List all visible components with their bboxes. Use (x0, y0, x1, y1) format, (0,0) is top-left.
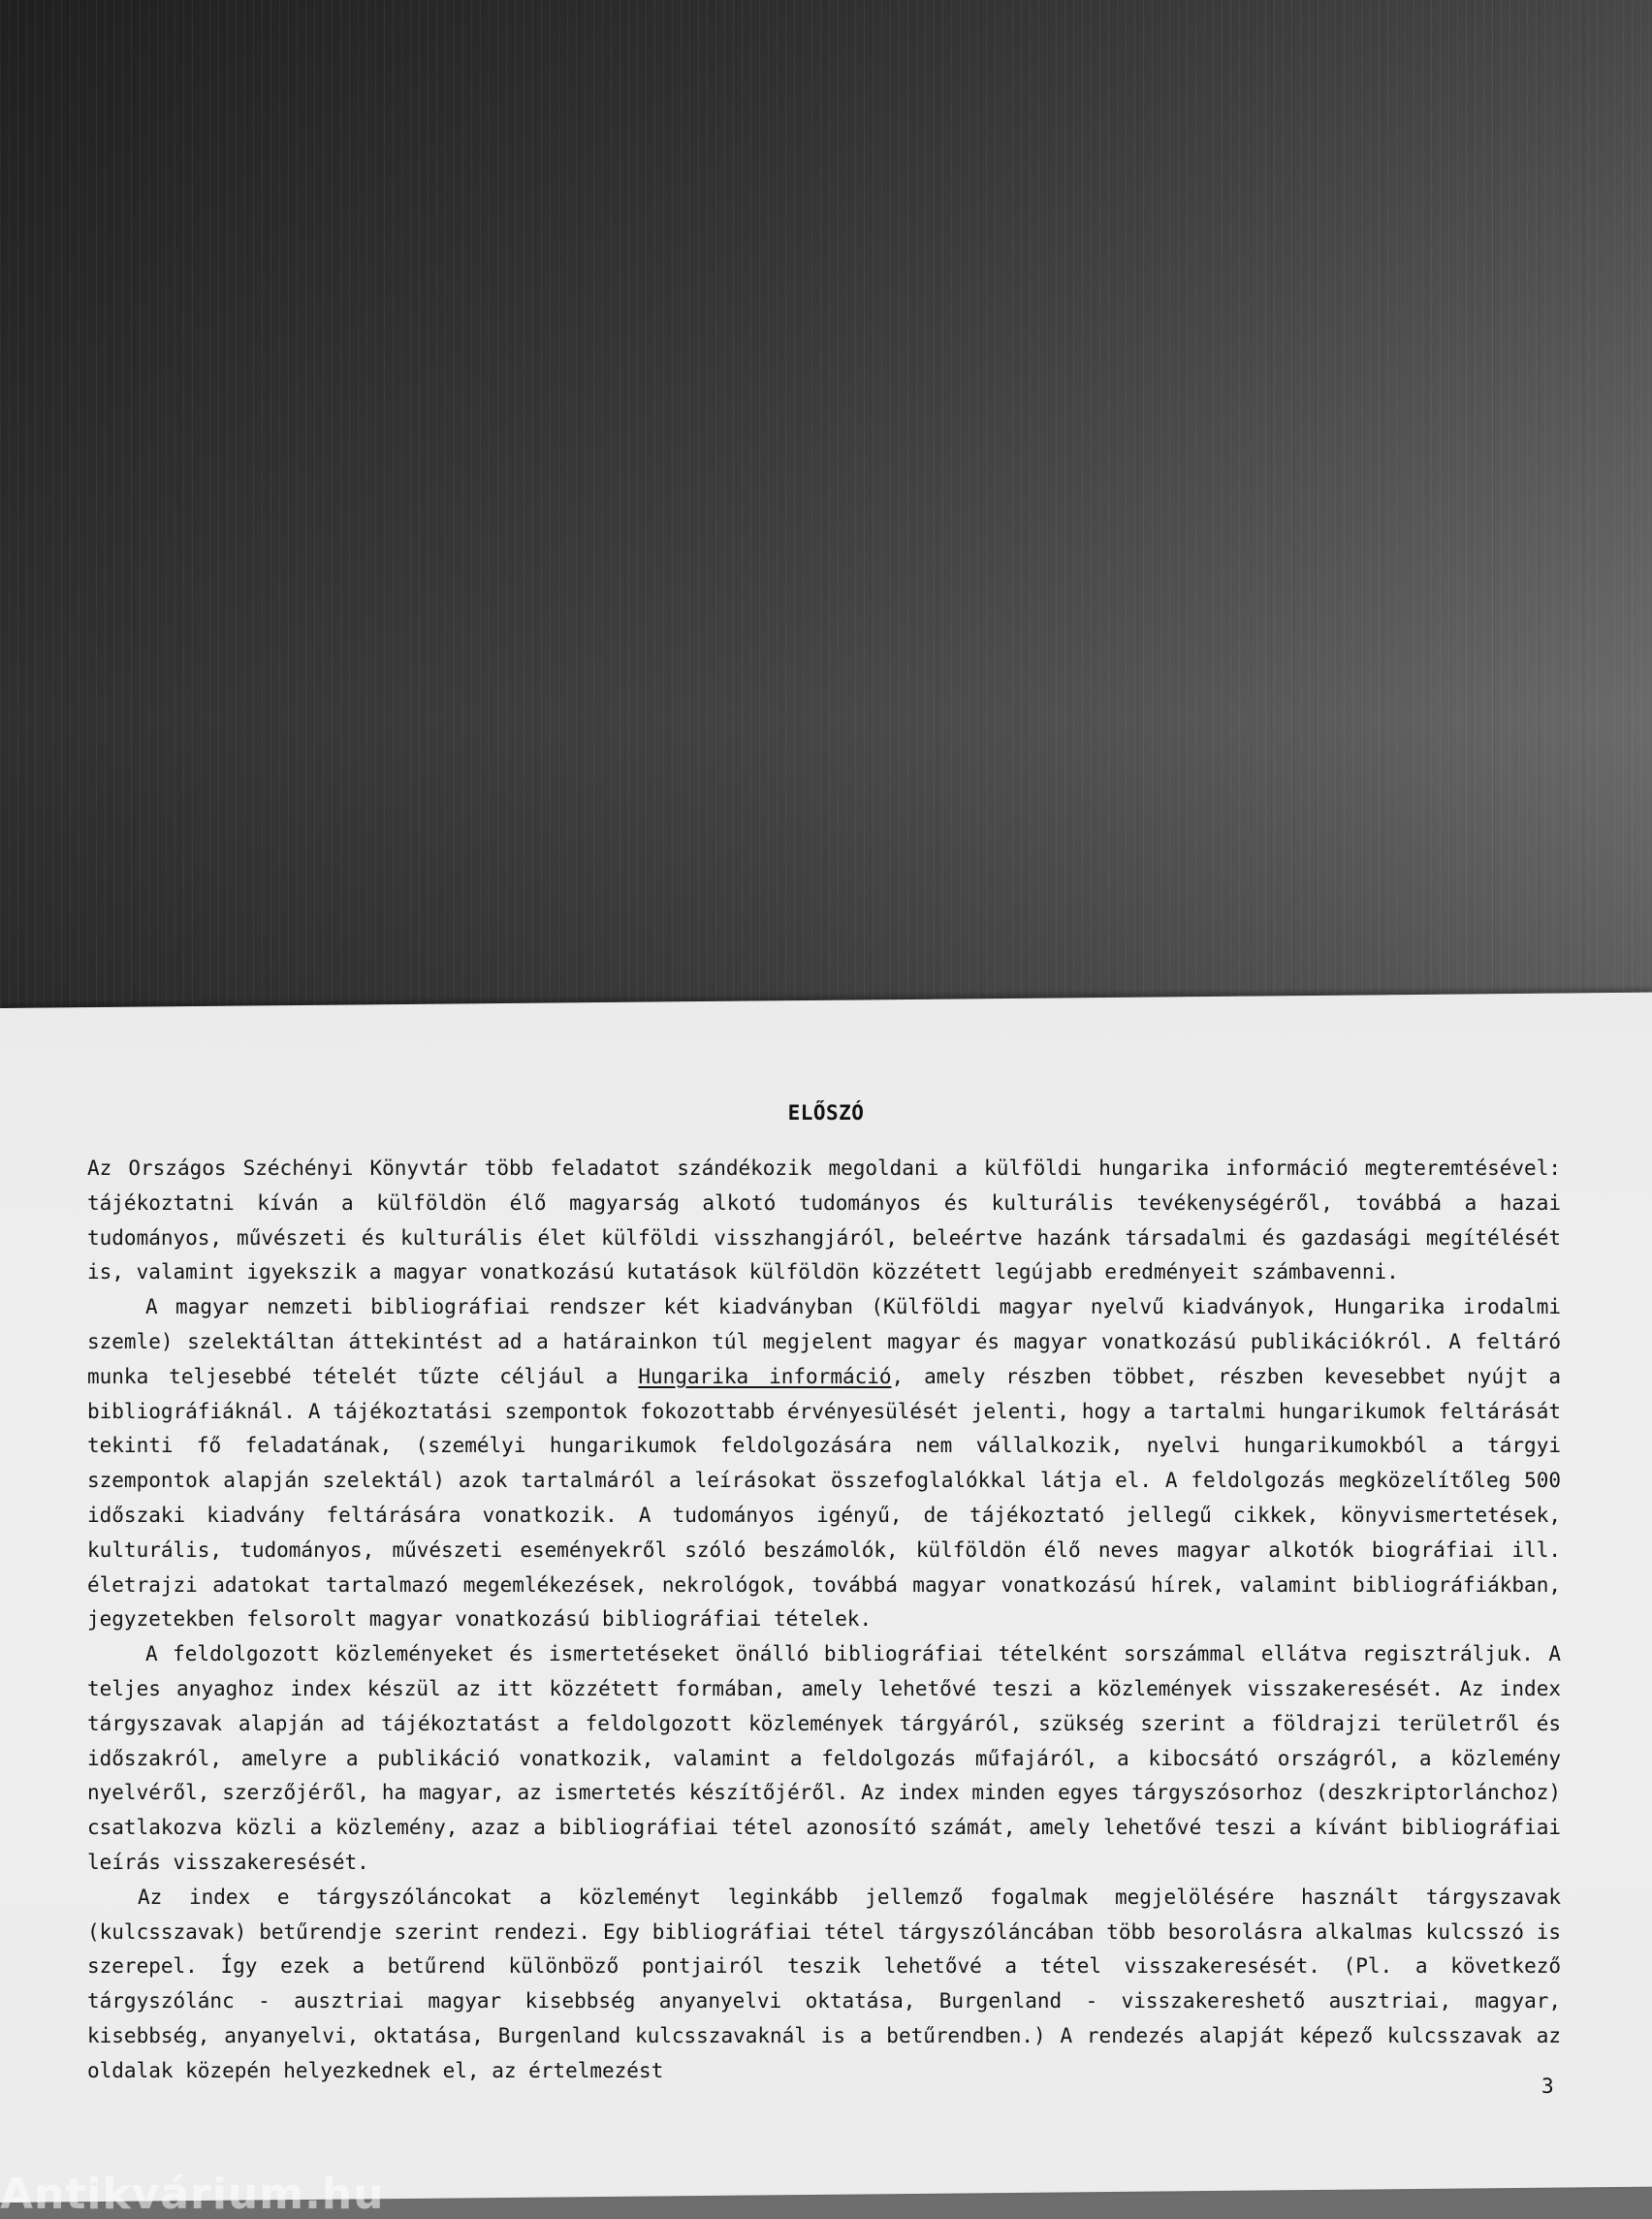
paragraph-1: Az Országos Széchényi Könyvtár több feladatot szándékozik megoldani a külföldi hungarika információ megteremtésével: tájékoztatni kíván a külföldön élő magyarság alkotó tudományos és kulturális tevékenységéről, továbbá a hazai tudományos, művészeti és kulturális élet külföldi visszhangjáról, beleértve hazánk társadalmi és gazdasági megítélését is, valamint igyekszik a magyar vonatkozású kutatások külföldön közzétett legújabb eredményeit számbavenni. (87, 1157, 1561, 1284)
page-number: 3 (1541, 2075, 1554, 2098)
body-text (87, 1152, 1561, 2089)
keyword-list: ausztriai, magyar, kisebbség, anyanyelvi, oktatása, Burgenland (87, 1989, 1561, 2047)
paragraph-4 (87, 1881, 1561, 2089)
paragraph-4-part-1: Az index e tárgyszóláncokat a közleményt leginkább jellemző fogalmak megjelölésére használt tárgyszavak (kulcsszavak) betűrendje szerint rendezi. Egy bibliográfiai tétel tárgyszóláncában több besorolásra alkalmas kulcsszó is szerepel. Így ezek a betűrend különböző pontjairól teszik lehetővé a tétel visszakeresését. (Pl. a következő tárgyszólánc - ausztriai magyar kisebbség anyanyelvi oktatása, Burgenland - visszakereshető (87, 1885, 1561, 2013)
watermark: Antikvárium.hu (0, 2170, 385, 2219)
page-title: ELŐSZÓ (787, 1101, 865, 1125)
paragraph-3: A feldolgozott közleményeket és ismertetéseket önálló bibliográfiai tételként sorszámmal ellátva regisztráljuk. A teljes anyaghoz index készül az itt közzétett formában, amely lehetővé teszi a közlemények visszakeresését. Az index tárgyszavak alapján ad tájékoztatást a feldolgozott közlemények tárgyáról, szükség szerint a földrajzi területről és időszakról, amelyre a publikáció vonatkozik, valamint a feldolgozás műfajáról, a kibocsátó országról, a közlemény nyelvéről, szerzőjéről, ha magyar, az ismertetés készítőjéről. Az index minden egyes tárgyszósorhoz (deszkriptorlánchoz) csatlakozva közli a közlemény, azaz a bibliográfiai tétel azonosító számát, amely lehetővé teszi a kívánt bibliográfiai leírás visszakeresését. (87, 1642, 1561, 1874)
paragraph-4-part-2: kulcsszavaknál is a betűrendben.) A rendezés alapját képező kulcsszavak az oldalak közepén helyezkednek el, az értelmezést (87, 2023, 1561, 2082)
document-page (0, 993, 1652, 2203)
paragraph-2 (87, 1290, 1561, 1637)
background-surface (0, 0, 1652, 1028)
underlined-title: Hungarika információ (638, 1364, 892, 1388)
paragraph-2-part-2: , amely részben többet, részben kevesebbet nyújt a bibliográfiáknál. A tájékoztatási szempontok fokozottabb érvényesülését jelenti, hogy a tartalmi hungarikumok feltárását tekinti fő feladatának, (személyi hungarikumok feldolgozására nem vállalkozik, nyelvi hungarikumokból a tárgyi szempontok alapján szelektál) azok tartalmáról a leírásokat összefoglalókkal látja el. A feldolgozás megközelítőleg 500 időszaki kiadvány feltárására vonatkozik. A tudományos igényű, de tájékoztató jellegű cikkek, könyvismertetések, kulturális, tudományos, művészeti eseményekről szóló beszámolók, külföldön élő neves magyar alkotók biográfiai ill. életrajzi adatokat tartalmazó megemlékezések, nekrológok, továbbá magyar vonatkozású hírek, valamint bibliográfiákban, jegyzetekben felsorolt magyar vonatkozású bibliográfiai tételek. (87, 1364, 1561, 1632)
paragraph-2-part-1: A magyar nemzeti bibliográfiai rendszer két kiadványban (Külföldi magyar nyelvű kiadványok, Hungarika irodalmi szemle) szelektáltan áttekintést ad a határainkon túl megjelent magyar és magyar vonatkozású publikációkról. A feltáró munka teljesebbé tételét tűzte céljául a (87, 1295, 1561, 1388)
